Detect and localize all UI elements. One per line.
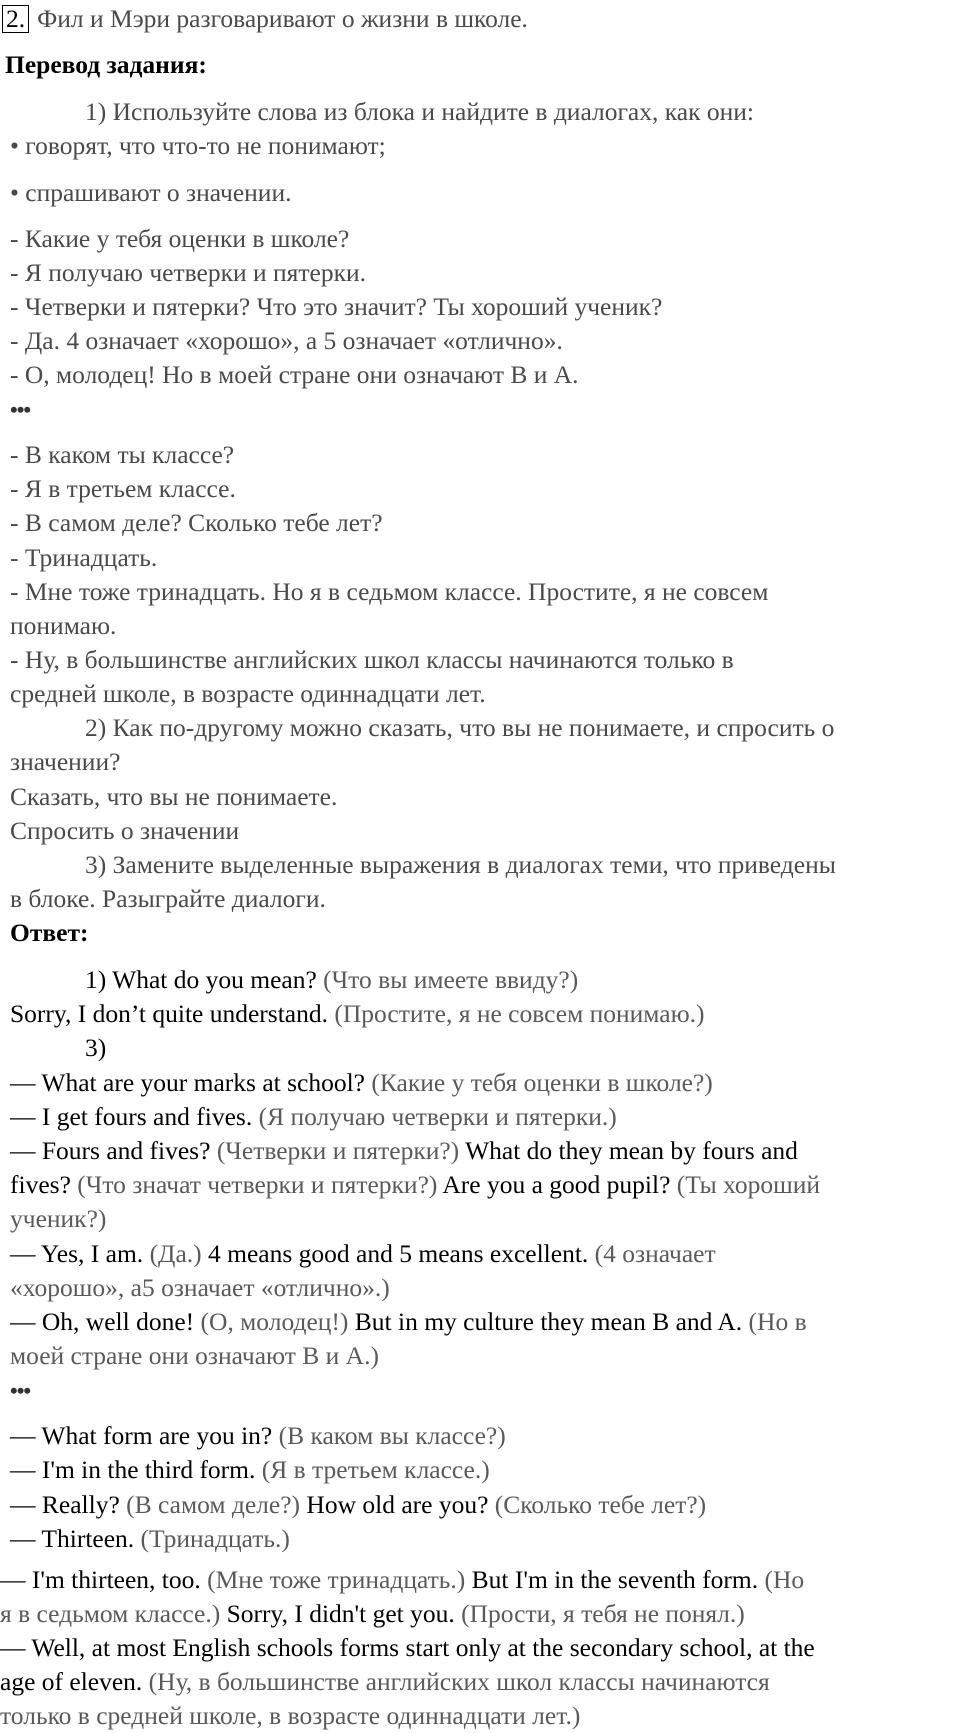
answer-dialog2-line: [10, 1453, 490, 1487]
answer-dialog1-line: [10, 1305, 807, 1339]
answer-ru: (Какие у тебя оценки в школе?): [365, 1068, 713, 1097]
answer-dialog1-line: [10, 1100, 617, 1134]
separator-dots: •••: [10, 397, 31, 422]
dialog2-line: - Тринадцать.: [10, 543, 158, 572]
answer-dialog1-line: «хорошо», а5 означает «отлично».): [10, 1273, 390, 1302]
answer-dialog2-line: [0, 1597, 745, 1631]
dialog2-line: понимаю.: [10, 611, 117, 640]
answer-en: — I'm thirteen, too.: [0, 1565, 201, 1594]
task-title: Фил и Мэри разговаривают о жизни в школе.: [37, 4, 528, 33]
dialog2-line: - В самом деле? Сколько тебе лет?: [10, 508, 383, 537]
answer-en: — Really?: [10, 1490, 120, 1519]
translation-heading: Перевод задания:: [5, 50, 207, 79]
answer-en: fives?: [10, 1170, 71, 1199]
answer-dialog2-line: [10, 1419, 506, 1453]
answer-dialog1-line: моей стране они означают В и А.): [10, 1341, 379, 1370]
separator-dots: •••: [10, 1378, 31, 1403]
answer-dialog1-line: [10, 1066, 713, 1100]
answer-en: — Oh, well done!: [10, 1307, 195, 1336]
answer-en: But in my culture they mean B and A.: [348, 1307, 743, 1336]
answer-ru: (В самом деле?): [119, 1490, 301, 1519]
answer-dialog1-line: [10, 1134, 798, 1168]
answer-dialog1-line: [10, 1168, 820, 1202]
answer-en: But I'm in the seventh form.: [465, 1565, 759, 1594]
answer-en: age of eleven.: [0, 1667, 143, 1696]
dialog2-line: - В каком ты классе?: [10, 440, 235, 469]
answer-en: — Fours and fives?: [10, 1136, 211, 1165]
bullet-2: • спрашивают о значении.: [10, 178, 292, 207]
answer-dialog2-line: [10, 1488, 706, 1522]
answer-ru: (Тринадцать.): [134, 1524, 290, 1553]
answer-dialog2-line: [0, 1563, 804, 1597]
dialog2-line: - Я в третьем классе.: [10, 474, 236, 503]
translation-part2-cont: значении?: [10, 747, 121, 776]
bullet-1: • говорят, что что-то не понимают;: [10, 131, 386, 160]
answer-dialog2-line: — Well, at most English schools forms start only at the secondary school, at the: [0, 1633, 815, 1662]
answer-en: 1) What do you mean?: [85, 965, 317, 994]
answer-line: [10, 997, 705, 1031]
answer-dialog1-line: [10, 1237, 716, 1271]
answer-line: [85, 963, 578, 997]
answer-ru: (Прости, я тебя не понял.): [454, 1599, 745, 1628]
answer-ru: (Четверки и пятерки?): [210, 1136, 460, 1165]
dialog2-line: - Ну, в большинстве английских школ классы начинаются только в: [10, 645, 734, 674]
dialog1-line: - Я получаю четверки и пятерки.: [10, 258, 367, 287]
answer-ru: (Сколько тебе лет?): [488, 1490, 707, 1519]
answer-ru: (Да.): [143, 1239, 202, 1268]
task-header: [2, 2, 528, 36]
translation-part2: 2) Как по-другому можно сказать, что вы не понимаете, и спросить о: [85, 713, 835, 742]
translation-part1: 1) Используйте слова из блока и найдите в диалогах, как они:: [85, 97, 754, 126]
dialog1-line: - Какие у тебя оценки в школе?: [10, 224, 350, 253]
answer-ru: (Простите, я не совсем понимаю.): [328, 999, 705, 1028]
translation-part3: 3) Замените выделенные выражения в диалогах теми, что приведены: [85, 850, 836, 879]
answer-en: — I get fours and fives.: [10, 1102, 253, 1131]
answer-ru: (Но: [758, 1565, 805, 1594]
answer-en: — I'm in the third form.: [10, 1455, 256, 1484]
answer-ru: я в седьмом классе.): [0, 1599, 221, 1628]
answer-dialog2-line: только в средней школе, в возрасте одиннадцати лет.): [0, 1701, 581, 1730]
answer-en: Sorry, I didn't get you.: [220, 1599, 455, 1628]
dialog1-line: - Да. 4 означает «хорошо», а 5 означает «отлично».: [10, 326, 563, 355]
answer-en: What do they mean by fours and: [459, 1136, 798, 1165]
answer-ru: (4 означает: [588, 1239, 716, 1268]
answer-dialog1-line: ученик?): [10, 1204, 107, 1233]
translation-part3-cont: в блоке. Разыграйте диалоги.: [10, 884, 326, 913]
task-number: 2.: [2, 5, 29, 33]
dialog1-line: - О, молодец! Но в моей стране они означают В и А.: [10, 360, 579, 389]
answer-ru: (Я в третьем классе.): [255, 1455, 490, 1484]
answer-en: Are you a good pupil?: [437, 1170, 671, 1199]
answer-en: Sorry, I don’t quite understand.: [10, 999, 328, 1028]
answer-dialog2-line: [10, 1522, 290, 1556]
dialog2-line: - Мне тоже тринадцать. Но я в седьмом классе. Простите, я не совсем: [10, 577, 769, 606]
answer-part3-label: 3): [85, 1033, 107, 1062]
answer-en: 4 means good and 5 means excellent.: [201, 1239, 589, 1268]
answer-en: — Thirteen.: [10, 1524, 135, 1553]
answer-en: — What are your marks at school?: [10, 1068, 365, 1097]
say-not-understand: Сказать, что вы не понимаете.: [10, 782, 338, 811]
dialog2-line: средней школе, в возрасте одиннадцати лет.: [10, 679, 486, 708]
answer-ru: (В каком вы классе?): [272, 1421, 506, 1450]
ask-meaning: Спросить о значении: [10, 816, 240, 845]
answer-ru: (Что вы имеете ввиду?): [316, 965, 579, 994]
answer-en: — What form are you in?: [10, 1421, 273, 1450]
answer-ru: (Я получаю четверки и пятерки.): [252, 1102, 617, 1131]
answer-en: — Yes, I am.: [10, 1239, 144, 1268]
answer-ru: (О, молодец!): [194, 1307, 349, 1336]
answer-ru: (Что значат четверки и пятерки?): [70, 1170, 438, 1199]
answer-ru: (Мне тоже тринадцать.): [200, 1565, 466, 1594]
answer-ru: (Но в: [742, 1307, 807, 1336]
dialog1-line: - Четверки и пятерки? Что это значит? Ты хороший ученик?: [10, 292, 663, 321]
answer-dialog2-line: [0, 1665, 770, 1699]
answer-heading: Ответ:: [10, 918, 89, 947]
answer-ru: (Ну, в большинстве английских школ классы начинаются: [142, 1667, 770, 1696]
answer-ru: (Ты хороший: [670, 1170, 821, 1199]
answer-en: How old are you?: [300, 1490, 489, 1519]
